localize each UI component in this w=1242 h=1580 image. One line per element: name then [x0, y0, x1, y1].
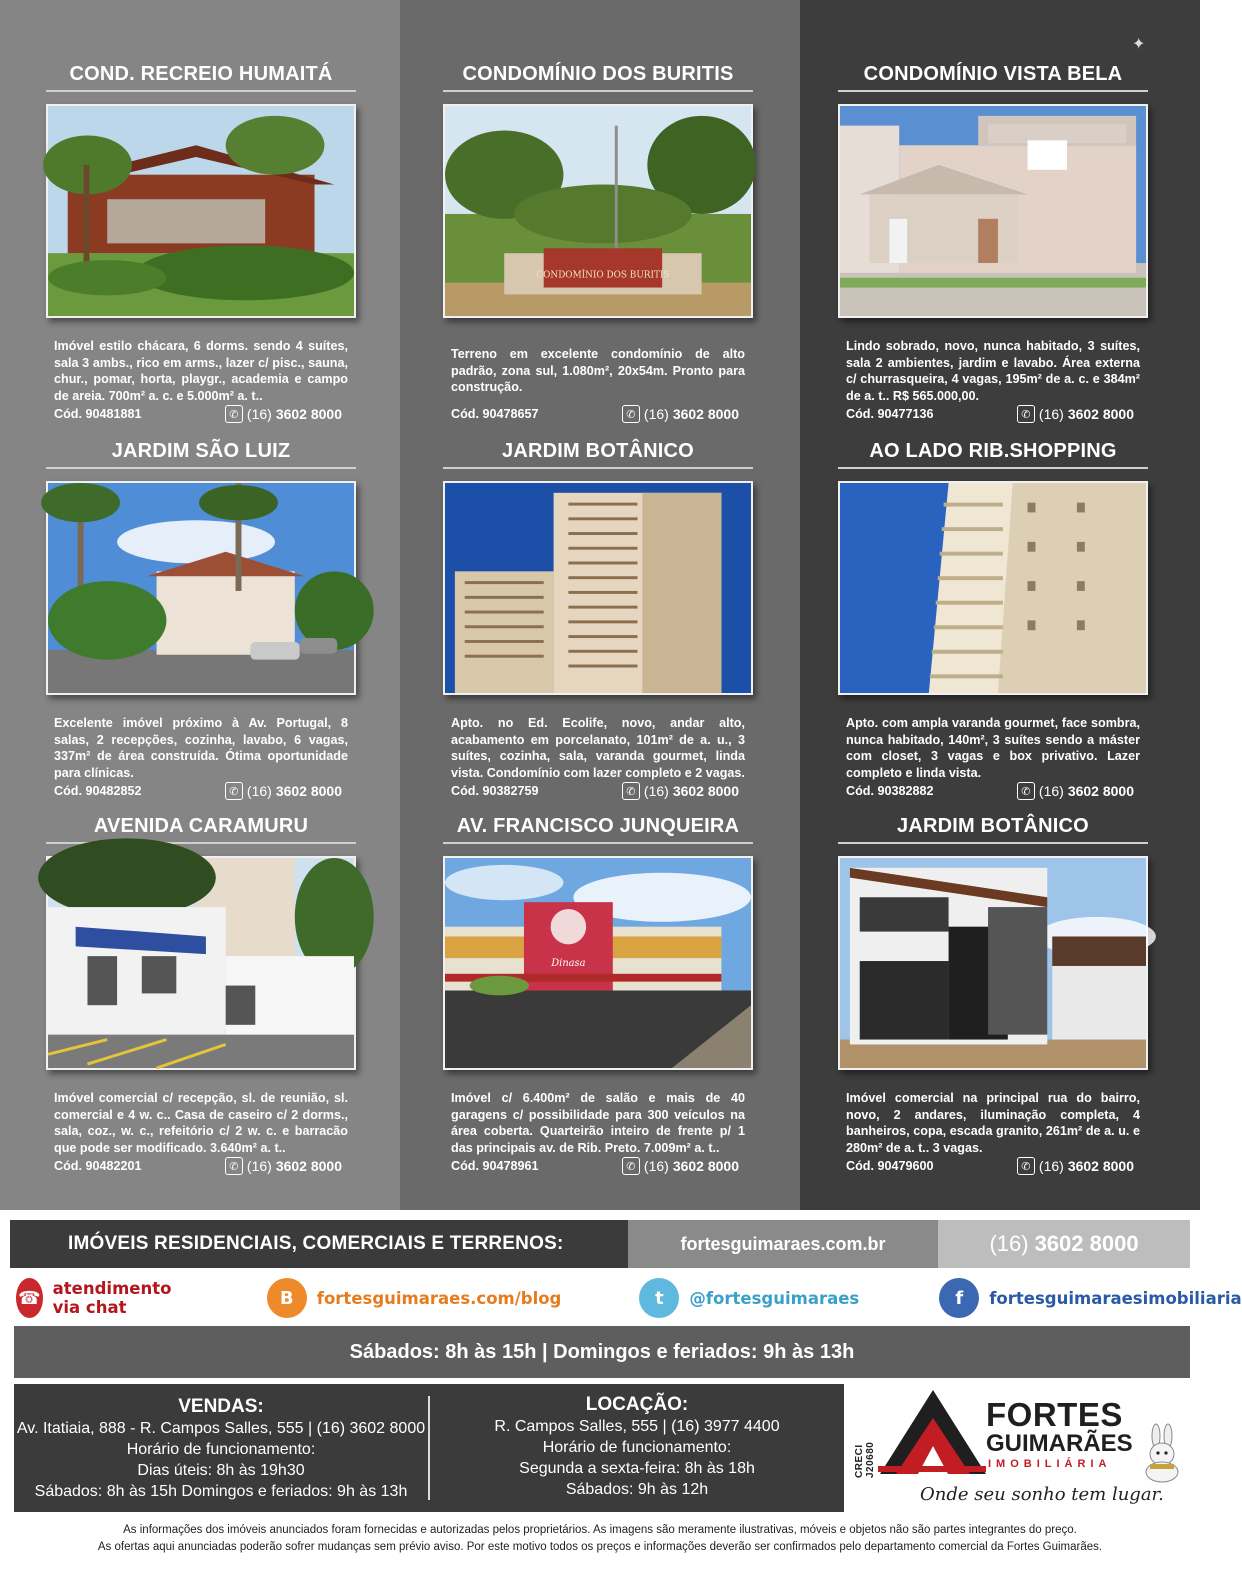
listing-photo[interactable] [46, 481, 356, 695]
listing-photo[interactable] [443, 104, 753, 318]
listing-phone[interactable] [622, 1157, 739, 1175]
locacao-box [430, 1384, 844, 1512]
listing-photo[interactable] [838, 481, 1148, 695]
listing-code: Cód. 90478657 [451, 407, 539, 421]
locacao-address: R. Campos Salles, 555 | (16) 3977 4400 [494, 1418, 780, 1435]
disclaimer [0, 1522, 1200, 1556]
vendas-weekdays: Dias úteis: 8h às 19h30 [137, 1462, 305, 1479]
phone-number: 3602 8000 [275, 1158, 342, 1174]
listing-description: Apto. no Ed. Ecolife, novo, andar alto, acabamento em porcelanato, 101m² de a. u., 3 suítes, cozinha, sala, varanda gourmet, linda vista. Condomínio com lazer completo e 2 vagas. [451, 716, 745, 780]
rabbit-mascot-icon [1140, 1424, 1184, 1482]
listing-card[interactable] [838, 812, 1148, 1176]
phone-number: 3602 8000 [672, 1158, 739, 1174]
twitter-label: @fortesguimaraes [689, 1288, 860, 1308]
listing-code: Cód. 90479600 [846, 1159, 934, 1173]
vendas-box [14, 1384, 428, 1512]
title-rule [443, 842, 753, 844]
locacao-hours-label: Horário de funcionamento: [542, 1439, 732, 1456]
listing-description: Imóvel estilo chácara, 6 dorms. sendo 4 suítes, sala 3 ambs., rico em arms., lazer c/ pisc., sauna, chur., pomar, horta, playgr., academia e campo de areia. 700m² a. c. e 5.000m² a. t.. [54, 339, 348, 403]
listing-title: JARDIM BOTÂNICO [897, 815, 1089, 837]
phone-number: 3602 8000 [672, 783, 739, 799]
phone-number: 3602 8000 [275, 783, 342, 799]
blog-link[interactable] [267, 1278, 562, 1318]
phone-icon: ✆ [225, 782, 243, 800]
phone-number: 3602 8000 [672, 406, 739, 422]
listing-code: Cód. 90478961 [451, 1159, 539, 1173]
svg-text:CONDOMÍNIO DOS BURITIS: CONDOMÍNIO DOS BURITIS [536, 270, 670, 281]
phone-icon: ✆ [622, 782, 640, 800]
listing-description: Excelente imóvel próximo à Av. Portugal, 8 salas, 2 recepções, cozinha, lavabo, 6 vagas, 337m² de área construída. Ótima oportunidade para clínicas. [54, 716, 348, 780]
listing-code: Cód. 90481881 [54, 407, 142, 421]
hours-bar: Sábados: 8h às 15h | Domingos e feriados: 9h às 13h [14, 1326, 1190, 1378]
title-rule [838, 467, 1148, 469]
listing-title: COND. RECREIO HUMAITÁ [69, 63, 333, 85]
listing-description: Terreno em excelente condomínio de alto padrão, zona sul, 1.080m², 20x54m. Pronto para construção. [451, 347, 745, 395]
contact-phone[interactable] [938, 1220, 1190, 1268]
phone-area: (16) [1038, 1158, 1064, 1174]
phone-icon: ✆ [225, 405, 243, 423]
chat-label: atendimento via chat [52, 1279, 172, 1317]
phone-icon: ✆ [1017, 1157, 1035, 1175]
phone-icon: ✆ [622, 405, 640, 423]
twitter-icon: t [639, 1278, 679, 1318]
phone-area: (16) [246, 406, 272, 422]
office-info [14, 1384, 844, 1512]
vendas-title: VENDAS: [178, 1396, 264, 1417]
listing-card[interactable] [838, 437, 1148, 801]
blogger-icon: B [267, 1278, 307, 1318]
listing-card[interactable] [46, 437, 356, 801]
listing-title: AVENIDA CARAMURU [93, 815, 309, 837]
listing-photo[interactable] [46, 104, 356, 318]
twitter-link[interactable] [639, 1278, 859, 1318]
listing-photo[interactable] [443, 856, 753, 1070]
listing-code: Cód. 90382882 [846, 784, 934, 798]
listing-code: Cód. 90382759 [451, 784, 539, 798]
listing-card[interactable] [443, 437, 753, 801]
listing-phone[interactable] [225, 405, 342, 423]
title-rule [443, 467, 753, 469]
title-rule [46, 467, 356, 469]
phone-icon: ✆ [1017, 405, 1035, 423]
listing-photo[interactable] [838, 856, 1148, 1070]
vendas-weekends: Sábados: 8h às 15h Domingos e feriados: 9h às 13h [34, 1483, 408, 1500]
phone-icon: ✆ [1017, 782, 1035, 800]
phone-number: 3602 8000 [1067, 406, 1134, 422]
contact-bar [10, 1220, 1190, 1268]
listing-photo[interactable] [46, 856, 356, 1070]
brand-slogan: Onde seu sonho tem lugar. [920, 1484, 1164, 1505]
phone-number: 3602 8000 [1067, 1158, 1134, 1174]
listing-description: Apto. com ampla varanda gourmet, face sombra, nunca habitado, 140m², 3 suítes sendo a máster com closet, 3 vagas e box privativo. Lazer completo e linda vista. [846, 716, 1140, 780]
house-triangle-icon [878, 1388, 988, 1478]
listing-title: AV. FRANCISCO JUNQUEIRA [456, 815, 740, 837]
listing-description: Imóvel comercial c/ recepção, sl. de reunião, sl. comercial e 4 w. c.. Casa de caseiro c/ 2 dorms., sala, coz., w. c., refeitório c/ 2 w. c. e barracão que pode ser modificado. 3.640m² a. t.. [54, 1091, 348, 1155]
listing-card[interactable] [838, 60, 1148, 424]
listing-description: Lindo sobrado, novo, nunca habitado, 3 suítes, sala 2 ambientes, jardim e lavabo. Área externa c/ churrasqueira, 4 vagas, 195m² de a. c. e 384m² de a. t.. R$ 565.000,00. [846, 339, 1140, 403]
facebook-link[interactable] [939, 1278, 1241, 1318]
listing-title: CONDOMÍNIO VISTA BELA [863, 63, 1123, 85]
listing-title: JARDIM BOTÂNICO [502, 440, 694, 462]
listing-phone[interactable] [1017, 1157, 1134, 1175]
listing-phone[interactable] [1017, 782, 1134, 800]
contact-headline: IMÓVEIS RESIDENCIAIS, COMERCIAIS E TERRENOS: [10, 1220, 628, 1268]
brand-name-line2: GUIMARÃES [986, 1430, 1133, 1457]
listing-description: Imóvel comercial na principal rua do bairro, novo, 2 andares, iluminação completa, 4 banheiros, copa, escada granito, 261m² de a. u. e 280m² de a. t.. 3 vagas. [846, 1091, 1140, 1155]
phone-number: 3602 8000 [275, 406, 342, 422]
locacao-weekdays: Segunda a sexta-feira: 8h às 18h [519, 1460, 755, 1477]
listing-card[interactable] [46, 60, 356, 424]
svg-text:Dinasa: Dinasa [551, 957, 586, 969]
listing-title: CONDOMÍNIO DOS BURITIS [462, 63, 734, 85]
listing-photo[interactable] [443, 481, 753, 695]
website-link[interactable]: fortesguimaraes.com.br [628, 1220, 938, 1268]
locacao-weekends: Sábados: 9h às 12h [565, 1481, 709, 1498]
creci-number: CRECI J20680 [854, 1441, 876, 1478]
listing-description: Imóvel c/ 6.400m² de salão e mais de 40 garagens c/ possibilidade para 300 veículos na área coberta. Quarteirão inteiro de frente p/ 1 das principais av. de Rib. Preto. 7.009m² a. t.. [451, 1091, 745, 1155]
listing-card[interactable] [443, 60, 753, 424]
facebook-icon: f [939, 1278, 979, 1318]
title-rule [838, 842, 1148, 844]
title-rule [443, 90, 753, 92]
phone-icon: ✆ [622, 1157, 640, 1175]
phone-area: (16) [643, 783, 669, 799]
headset-icon: ☎ [16, 1278, 43, 1318]
phone-area: (16) [246, 783, 272, 799]
phone-area: (16) [246, 1158, 272, 1174]
social-row [10, 1274, 1242, 1322]
listing-title: JARDIM SÃO LUIZ [111, 440, 291, 462]
listing-phone[interactable] [225, 782, 342, 800]
brand-logo[interactable] [850, 1384, 1190, 1512]
corner-logo-icon: ✦ [1132, 36, 1146, 53]
contact-phone-number: 3602 8000 [1034, 1231, 1139, 1256]
phone-area: (16) [643, 1158, 669, 1174]
listing-code: Cód. 90477136 [846, 407, 934, 421]
contact-phone-area: (16) [989, 1231, 1029, 1256]
listing-code: Cód. 90482852 [54, 784, 142, 798]
listing-phone[interactable] [1017, 405, 1134, 423]
disclaimer-line1: As informações dos imóveis anunciados foram fornecidas e autorizadas pelos proprietários. As imagens são meramente ilustrativas, móveis e objetos não são partes integrantes do preço. [123, 1524, 1077, 1536]
vendas-address: Av. Itatiaia, 888 - R. Campos Salles, 555 | (16) 3602 8000 [16, 1420, 426, 1437]
listing-phone[interactable] [622, 782, 739, 800]
blog-label: fortesguimaraes.com/blog [316, 1288, 562, 1308]
phone-number: 3602 8000 [1067, 783, 1134, 799]
listing-card[interactable] [443, 812, 753, 1176]
facebook-label: fortesguimaraesimobiliaria [989, 1288, 1242, 1308]
listing-code: Cód. 90482201 [54, 1159, 142, 1173]
listing-phone[interactable] [225, 1157, 342, 1175]
chat-link[interactable] [16, 1278, 185, 1318]
phone-area: (16) [1038, 783, 1064, 799]
disclaimer-line2: As ofertas aqui anunciadas poderão sofrer mudanças sem prévio aviso. Por este motivo todos os preços e informações deverão ser confirmados pelo departamento comercial da Fortes Guimarães. [97, 1541, 1103, 1553]
listing-card[interactable] [46, 812, 356, 1176]
phone-icon: ✆ [225, 1157, 243, 1175]
phone-area: (16) [1038, 406, 1064, 422]
listing-phone[interactable] [622, 405, 739, 423]
title-rule [838, 90, 1148, 92]
vendas-hours-label: Horário de funcionamento: [126, 1441, 316, 1458]
title-rule [46, 90, 356, 92]
listing-photo[interactable] [838, 104, 1148, 318]
brand-name-line3: IMOBILIÁRIA [988, 1458, 1112, 1470]
phone-area: (16) [643, 406, 669, 422]
listing-title: AO LADO RIB.SHOPPING [869, 440, 1117, 462]
locacao-title: LOCAÇÃO: [585, 1394, 689, 1415]
brand-name-line1: FORTES [986, 1396, 1123, 1433]
